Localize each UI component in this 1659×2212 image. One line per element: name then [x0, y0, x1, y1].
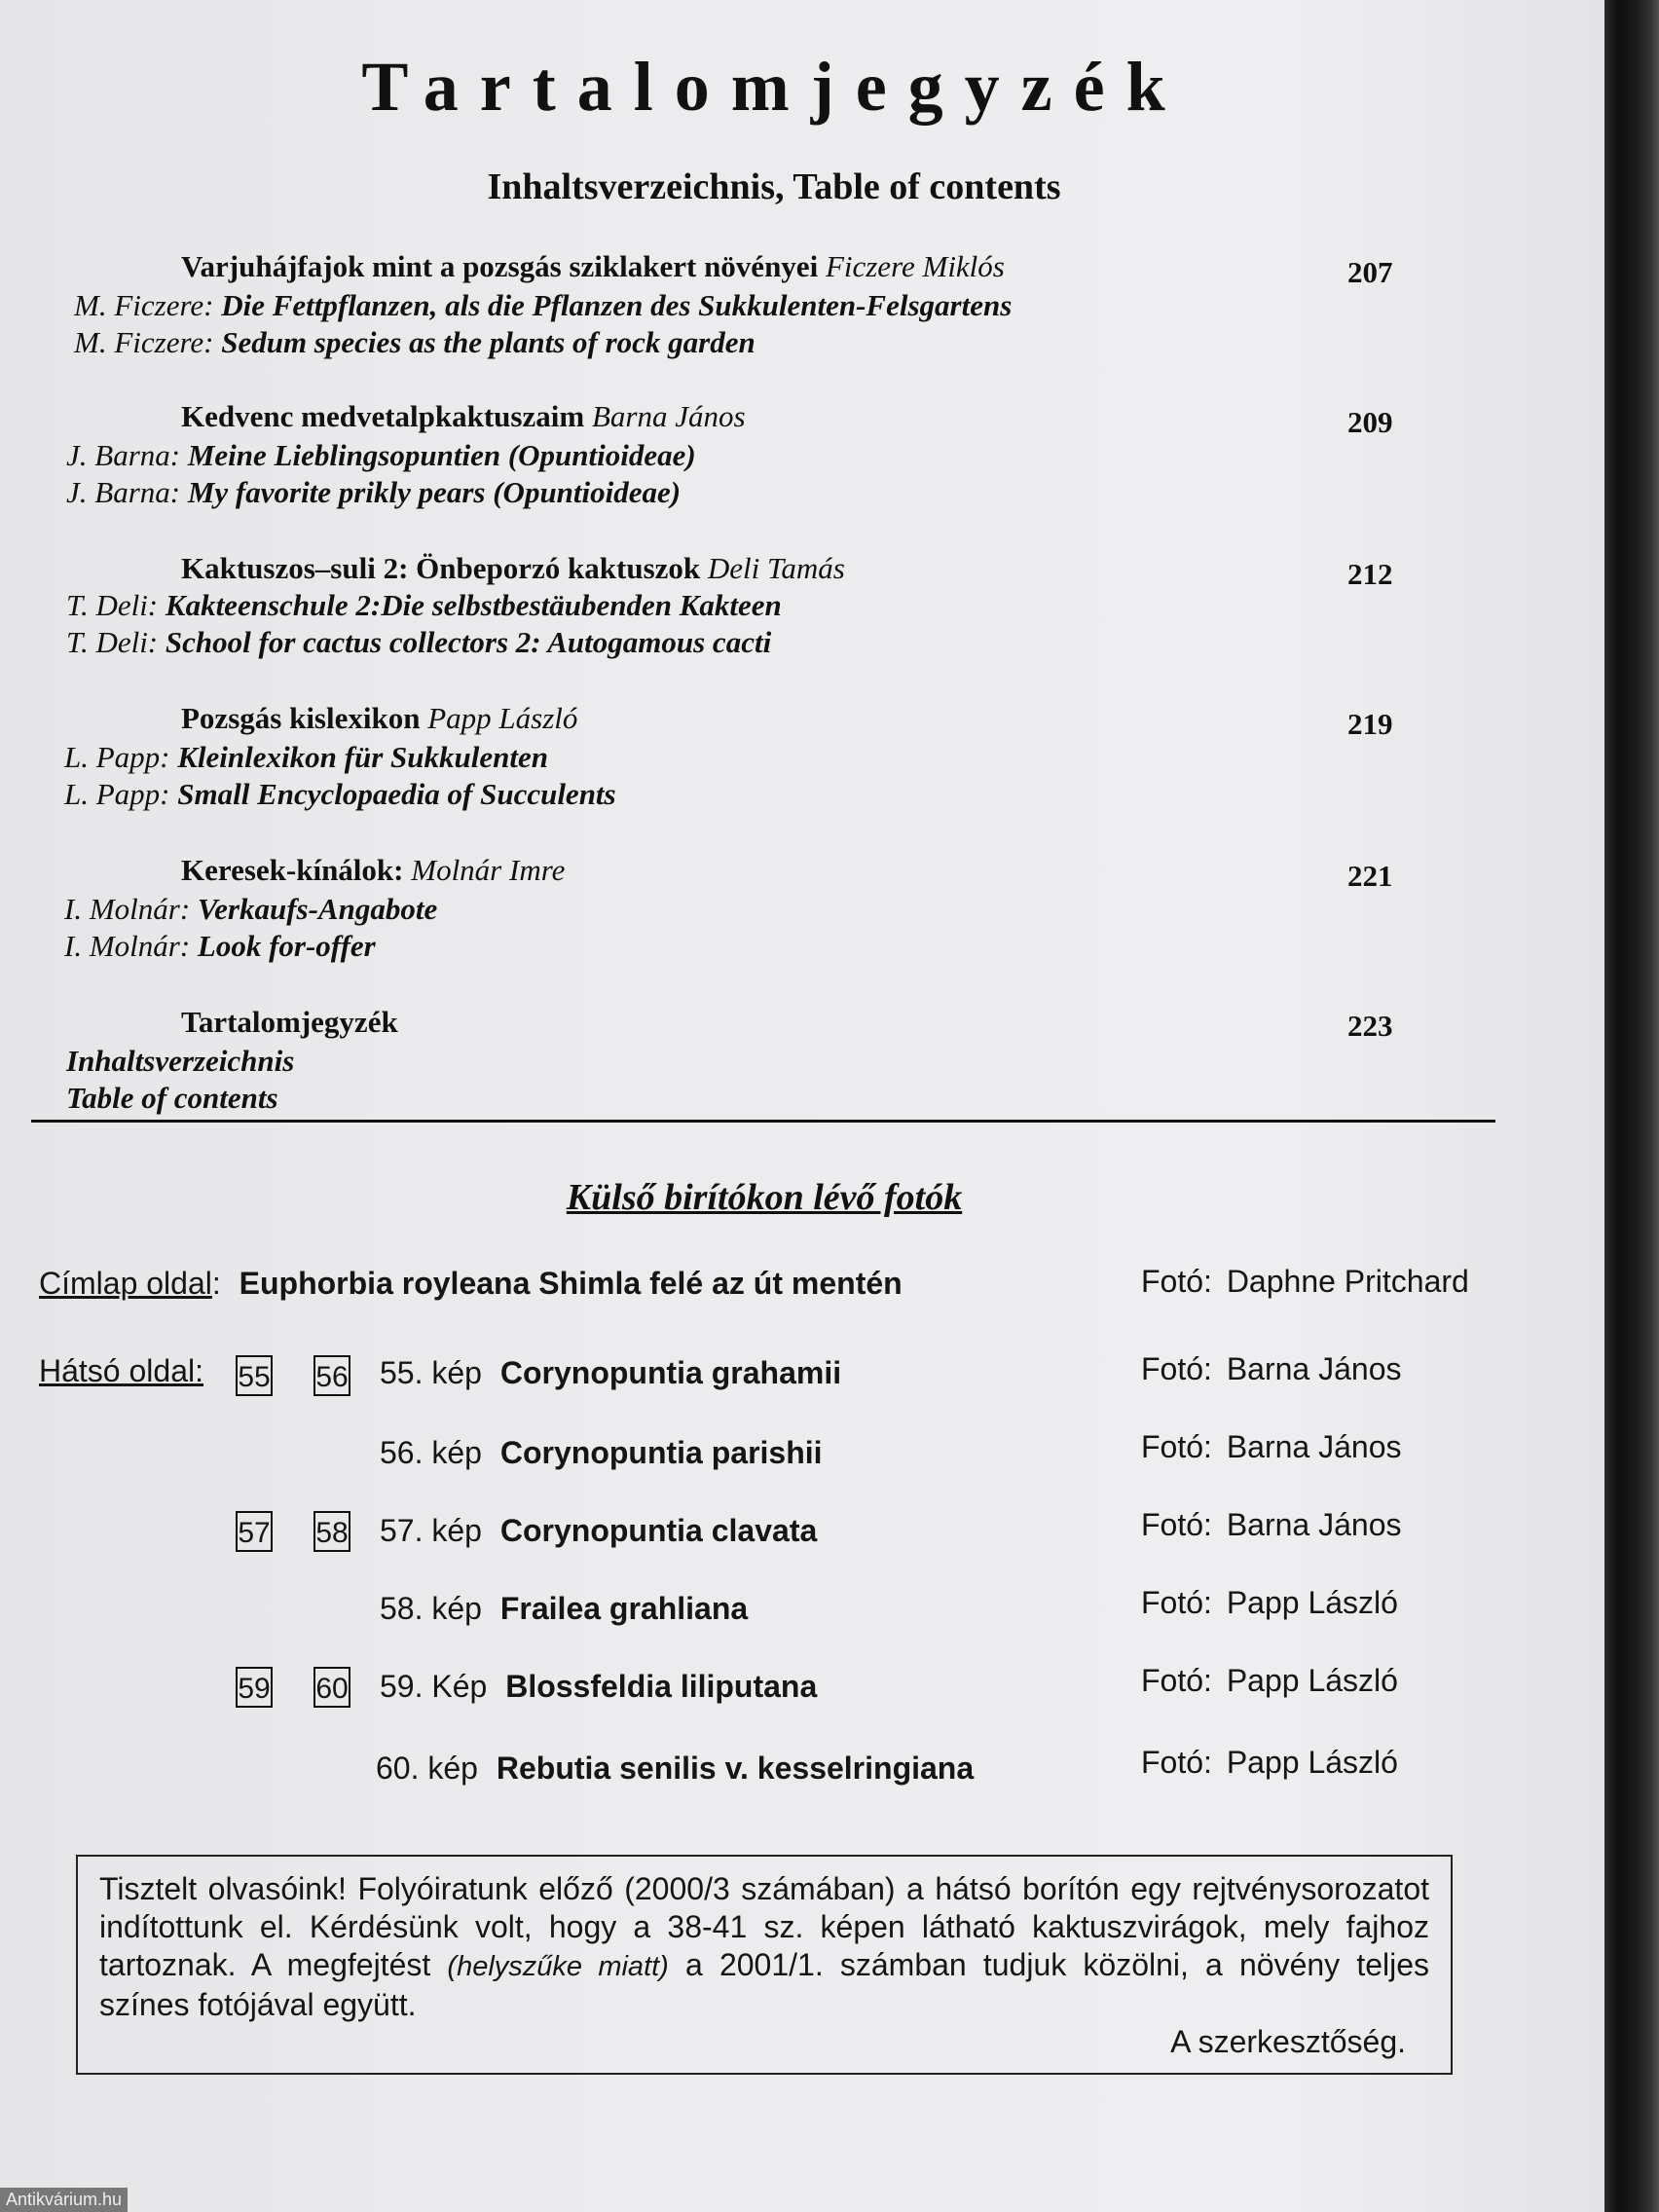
photo-entry: 59. Kép Blossfeldia liliputana	[380, 1669, 818, 1704]
toc-title-text: Kedvenc medvetalpkaktuszaim	[181, 399, 585, 433]
toc-translation: I. Molnár: Verkaufs-Angabote	[64, 892, 438, 926]
toc-translation: Table of contents	[66, 1081, 278, 1115]
toc-entry-title	[181, 701, 577, 736]
toc-title-text: Kaktuszos–suli 2: Önbeporzó kaktuszok	[181, 551, 701, 585]
photos-section-heading: Külső birítókon lévő fotók	[566, 1177, 963, 1218]
watermark: Antikvárium.hu	[0, 2188, 128, 2212]
photo-entry: 58. kép Frailea grahliana	[380, 1591, 749, 1626]
page-title: Tartalomjegyzék	[361, 48, 1187, 126]
photo-number-box: 60	[313, 1667, 350, 1708]
toc-translation: T. Deli: School for cactus collectors 2: Autogamous cacti	[66, 625, 772, 659]
book-spine-edge	[1604, 0, 1659, 2212]
cover-caption: Euphorbia royleana Shimla felé az út mentén	[239, 1266, 903, 1301]
toc-page-number: 209	[1347, 405, 1393, 439]
toc-author: Molnár Imre	[411, 853, 566, 887]
photo-credit: Fotó: Papp László	[1141, 1585, 1398, 1620]
toc-entry-title	[181, 1005, 398, 1040]
photo-number-box: 56	[313, 1355, 350, 1396]
toc-author: Papp László	[427, 701, 578, 735]
page-subtitle: Inhaltsverzeichnis, Table of contents	[487, 166, 1061, 207]
toc-page-number: 223	[1347, 1009, 1393, 1043]
toc-page-number: 221	[1347, 859, 1393, 893]
toc-translation: Inhaltsverzeichnis	[66, 1044, 295, 1078]
photo-credit: Fotó: Barna János	[1141, 1429, 1402, 1464]
photo-credit: Fotó: Daphne Pritchard	[1141, 1264, 1469, 1299]
photo-entry: 57. kép Corynopuntia clavata	[380, 1513, 818, 1548]
readers-notice-box	[76, 1855, 1453, 2075]
photo-entry: 55. kép Corynopuntia grahamii	[380, 1355, 842, 1390]
toc-title-text: Tartalomjegyzék	[181, 1005, 398, 1039]
toc-translation: J. Barna: My favorite prikly pears (Opuntioideae)	[66, 475, 682, 509]
toc-author: Ficzere Miklós	[825, 249, 1005, 283]
photo-number-box: 55	[236, 1355, 273, 1396]
back-side-label: Hátsó oldal:	[39, 1353, 203, 1388]
photo-number-box: 59	[236, 1667, 273, 1708]
photo-credit: Fotó: Barna János	[1141, 1507, 1402, 1542]
toc-page-number: 207	[1347, 255, 1393, 289]
notice-text: Tisztelt olvasóink! Folyóiratunk előző (2000/3 számában) a hátsó borítón egy rejtvénysorozatot indítottunk el. Kérdésünk volt, hogy a 38-41 sz. képen látható kaktuszvirágok, mely fajhoz tartoznak. A megfejtést (helyszűke miatt) a 2001/1. számban tudjuk közölni, a növény teljes színes fotójával együtt.	[99, 1871, 1430, 2022]
toc-translation: J. Barna: Meine Lieblingsopuntien (Opuntioideae)	[66, 438, 696, 472]
toc-entry-title	[181, 853, 565, 888]
toc-title-text: Keresek-kínálok:	[181, 853, 404, 887]
toc-title-text: Varjuhájfajok mint a pozsgás sziklakert növényei	[181, 249, 819, 283]
photo-entry: 56. kép Corynopuntia parishii	[380, 1435, 823, 1470]
toc-entry-title	[181, 551, 845, 586]
toc-page-number: 212	[1347, 557, 1393, 591]
toc-translation: T. Deli: Kakteenschule 2:Die selbstbestäubenden Kakteen	[66, 588, 782, 622]
toc-author: Barna János	[591, 399, 746, 433]
notice-signature: A szerkesztőség.	[1170, 2024, 1406, 2059]
toc-title-text: Pozsgás kislexikon	[181, 701, 421, 735]
photo-entry: 60. kép Rebutia senilis v. kesselringiana	[376, 1751, 975, 1786]
photo-number-box: 57	[236, 1511, 273, 1552]
toc-page-number: 219	[1347, 707, 1393, 741]
toc-author: Deli Tamás	[707, 551, 845, 585]
toc-translation: L. Papp: Small Encyclopaedia of Succulents	[64, 777, 616, 811]
photo-number-box: 58	[313, 1511, 350, 1552]
toc-entry-title	[181, 399, 746, 434]
photo-credit: Fotó: Papp László	[1141, 1663, 1398, 1698]
photo-credit: Fotó: Barna János	[1141, 1351, 1402, 1386]
toc-entry-title	[181, 249, 1005, 284]
toc-translation: M. Ficzere: Die Fettpflanzen, als die Pflanzen des Sukkulenten-Felsgartens	[74, 288, 1013, 322]
photo-credit: Fotó: Papp László	[1141, 1745, 1398, 1780]
cover-photo-row: Címlap oldal: Euphorbia royleana Shimla felé az út mentén	[39, 1266, 903, 1301]
toc-translation: M. Ficzere: Sedum species as the plants of rock garden	[74, 325, 756, 359]
toc-translation: I. Molnár: Look for-offer	[64, 929, 376, 963]
toc-translation: L. Papp: Kleinlexikon für Sukkulenten	[64, 740, 548, 774]
section-divider	[31, 1120, 1495, 1123]
cover-label: Címlap oldal	[39, 1266, 212, 1301]
